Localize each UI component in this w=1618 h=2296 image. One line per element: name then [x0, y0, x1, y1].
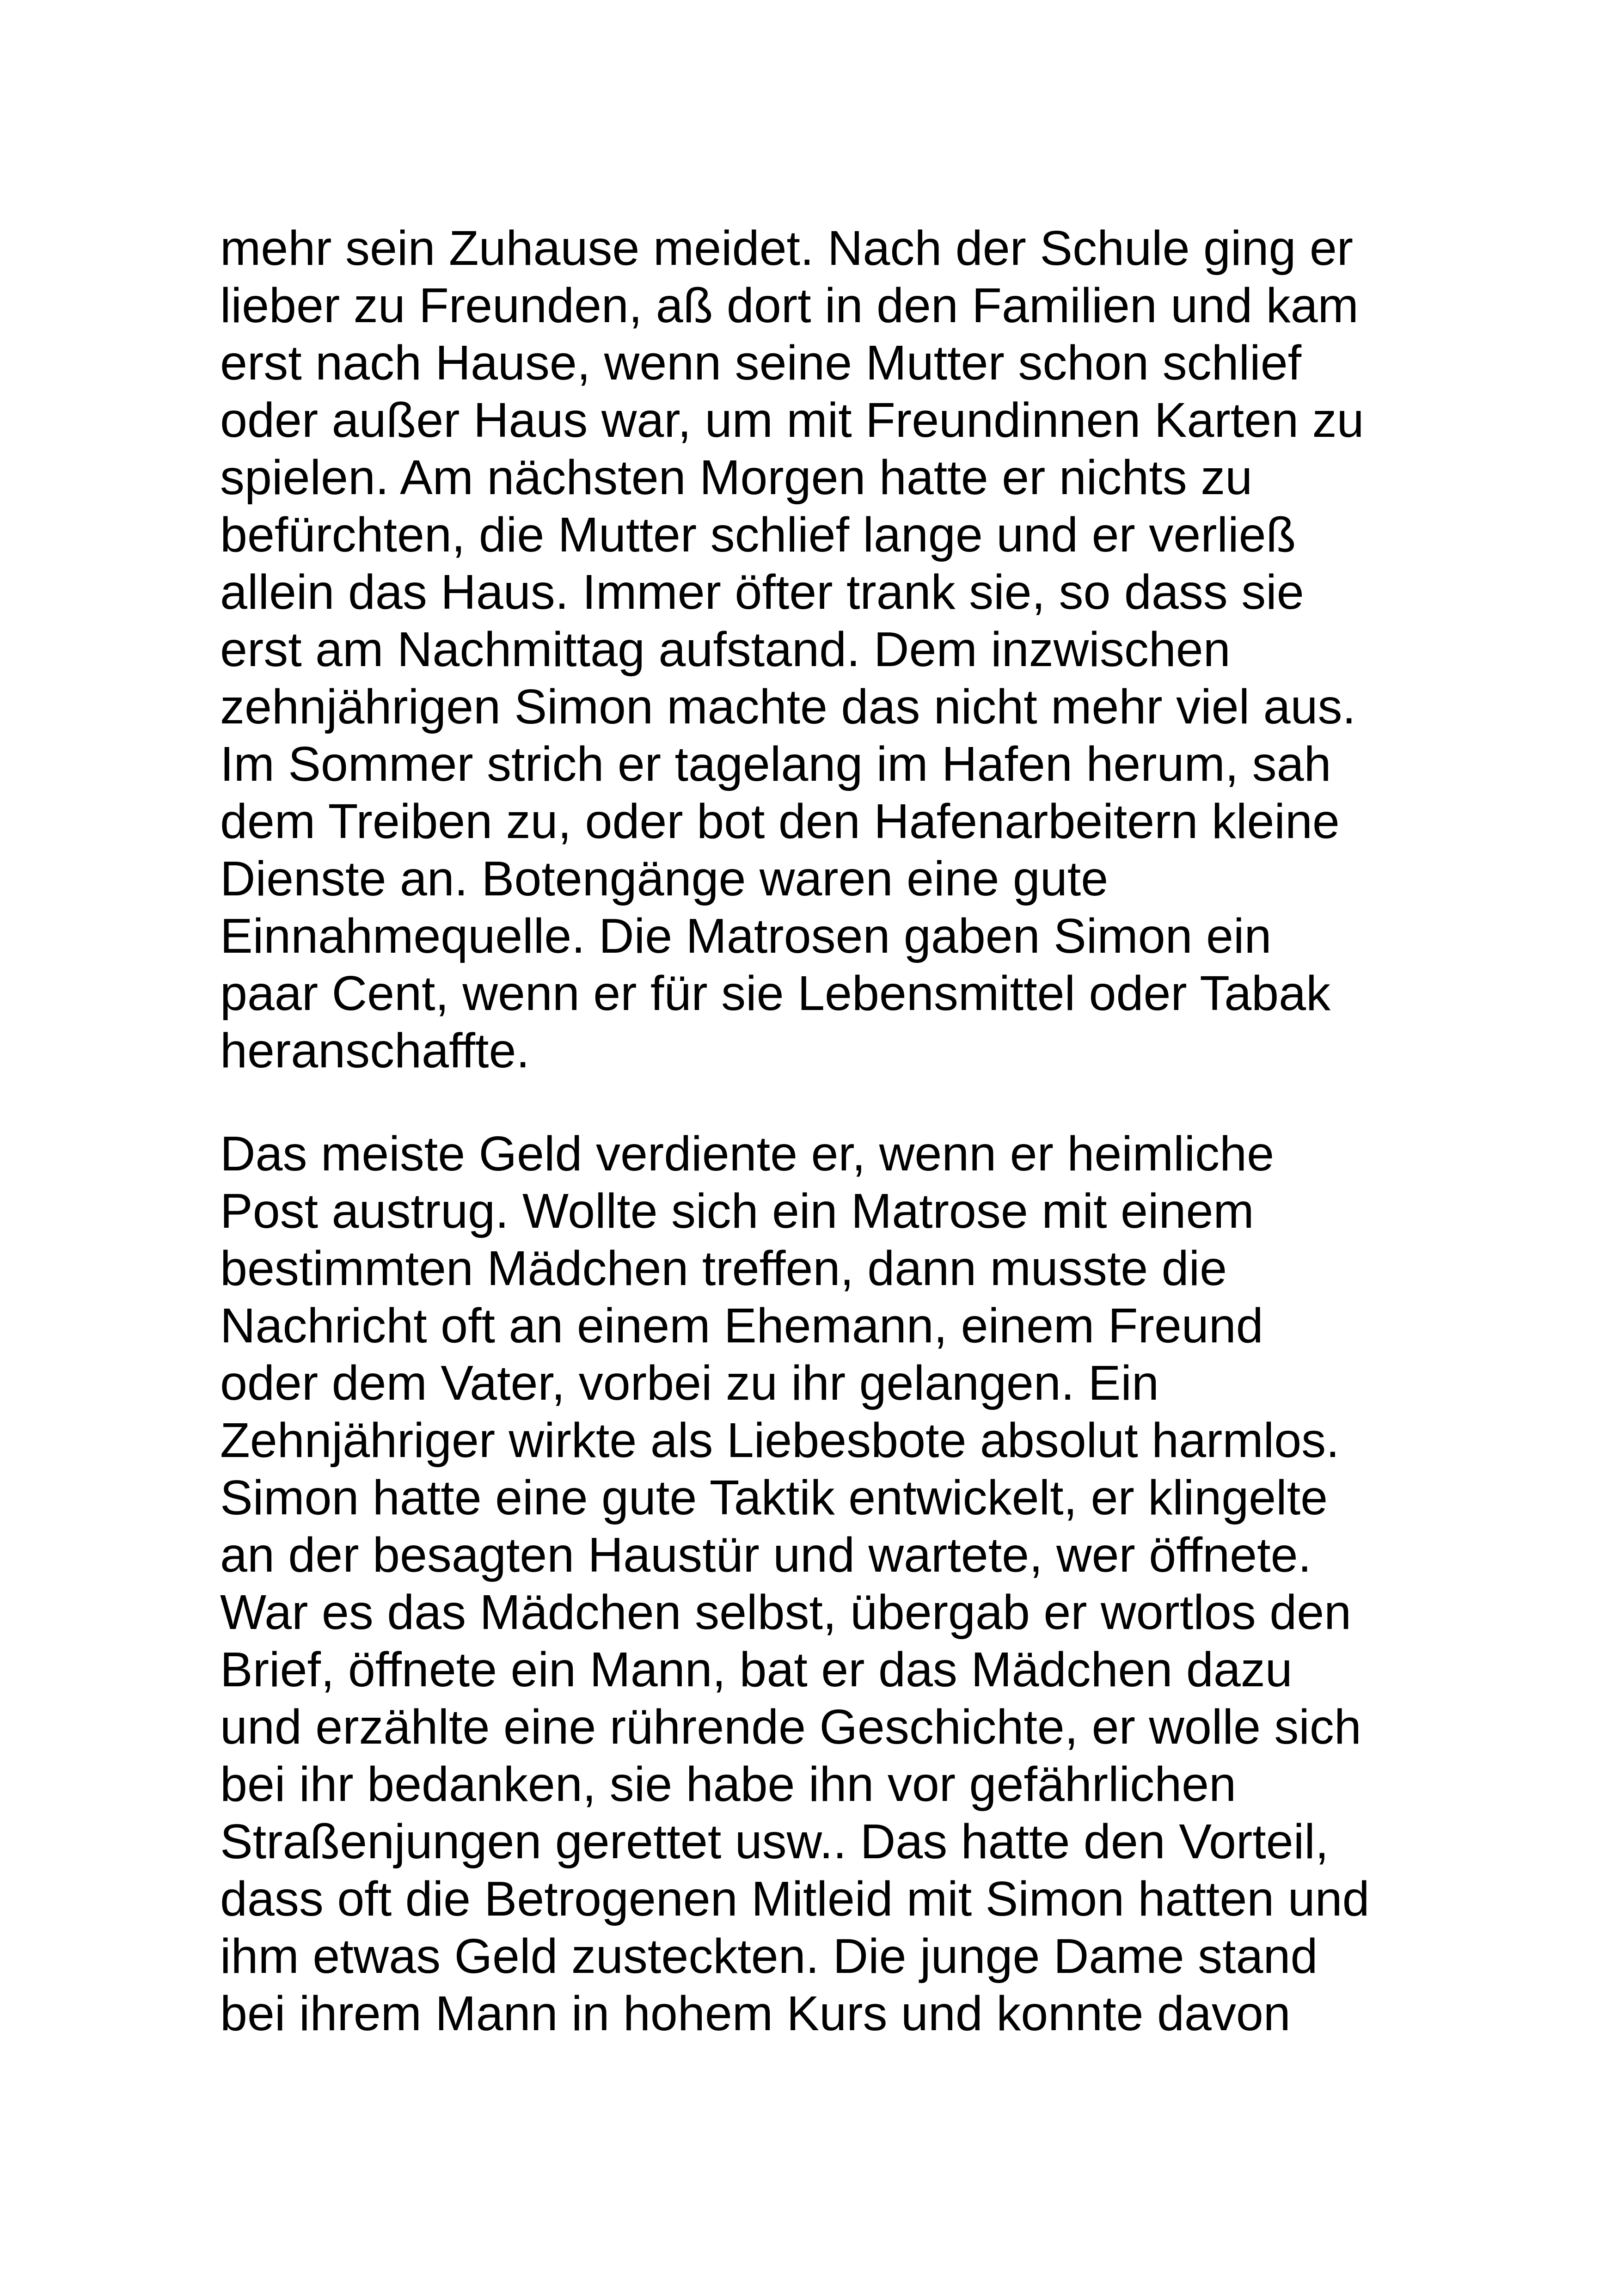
- text-line: dem Treiben zu, oder bot den Hafenarbeitern kleine: [220, 794, 1340, 849]
- text-line: erst am Nachmittag aufstand. Dem inzwischen: [220, 622, 1231, 677]
- text-line: ihm etwas Geld zusteckten. Die junge Dame stand: [220, 1929, 1318, 1984]
- paragraph-1: [220, 220, 1422, 1079]
- text-line: dass oft die Betrogenen Mitleid mit Simon hatten und: [220, 1872, 1370, 1926]
- text-line: heranschaffte.: [220, 1023, 530, 1078]
- text-line: paar Cent, wenn er für sie Lebensmittel oder Tabak: [220, 966, 1331, 1021]
- text-line: lieber zu Freunden, aß dort in den Familien und kam: [220, 278, 1359, 333]
- text-line: bestimmten Mädchen treffen, dann musste die: [220, 1241, 1227, 1296]
- text-line: Straßenjungen gerettet usw.. Das hatte den Vorteil,: [220, 1814, 1329, 1869]
- text-line: bei ihr bedanken, sie habe ihn vor gefährlichen: [220, 1757, 1237, 1812]
- text-line: Post austrug. Wollte sich ein Matrose mit einem: [220, 1184, 1254, 1238]
- text-line: erst nach Hause, wenn seine Mutter schon schlief: [220, 336, 1302, 390]
- text-line: zehnjährigen Simon machte das nicht mehr viel aus.: [220, 680, 1356, 734]
- text-line: Zehnjähriger wirkte als Liebesbote absolut harmlos.: [220, 1413, 1340, 1468]
- text-line: mehr sein Zuhause meidet. Nach der Schule ging er: [220, 221, 1354, 276]
- text-line: und erzählte eine rührende Geschichte, er wolle sich: [220, 1700, 1361, 1754]
- paragraph-2: [220, 1125, 1422, 2042]
- text-line: Simon hatte eine gute Taktik entwickelt, er klingelte: [220, 1470, 1328, 1525]
- text-line: spielen. Am nächsten Morgen hatte er nichts zu: [220, 450, 1253, 505]
- text-line: oder außer Haus war, um mit Freundinnen Karten zu: [220, 393, 1364, 447]
- text-line: allein das Haus. Immer öfter trank sie, so dass sie: [220, 565, 1304, 619]
- text-line: Brief, öffnete ein Mann, bat er das Mädchen dazu: [220, 1642, 1293, 1697]
- text-line: War es das Mädchen selbst, übergab er wortlos den: [220, 1585, 1352, 1640]
- text-line: befürchten, die Mutter schlief lange und er verließ: [220, 508, 1296, 562]
- text-line: Nachricht oft an einem Ehemann, einem Freund: [220, 1298, 1263, 1353]
- text-line: an der besagten Haustür und wartete, wer öffnete.: [220, 1528, 1312, 1582]
- text-line: oder dem Vater, vorbei zu ihr gelangen. Ein: [220, 1356, 1159, 1410]
- text-line: Im Sommer strich er tagelang im Hafen herum, sah: [220, 737, 1331, 791]
- text-line: Einnahmequelle. Die Matrosen gaben Simon ein: [220, 909, 1272, 963]
- text-line: bei ihrem Mann in hohem Kurs und konnte davon: [220, 1986, 1291, 2041]
- text-line: Das meiste Geld verdiente er, wenn er heimliche: [220, 1127, 1275, 1181]
- text-line: Dienste an. Botengänge waren eine gute: [220, 851, 1109, 906]
